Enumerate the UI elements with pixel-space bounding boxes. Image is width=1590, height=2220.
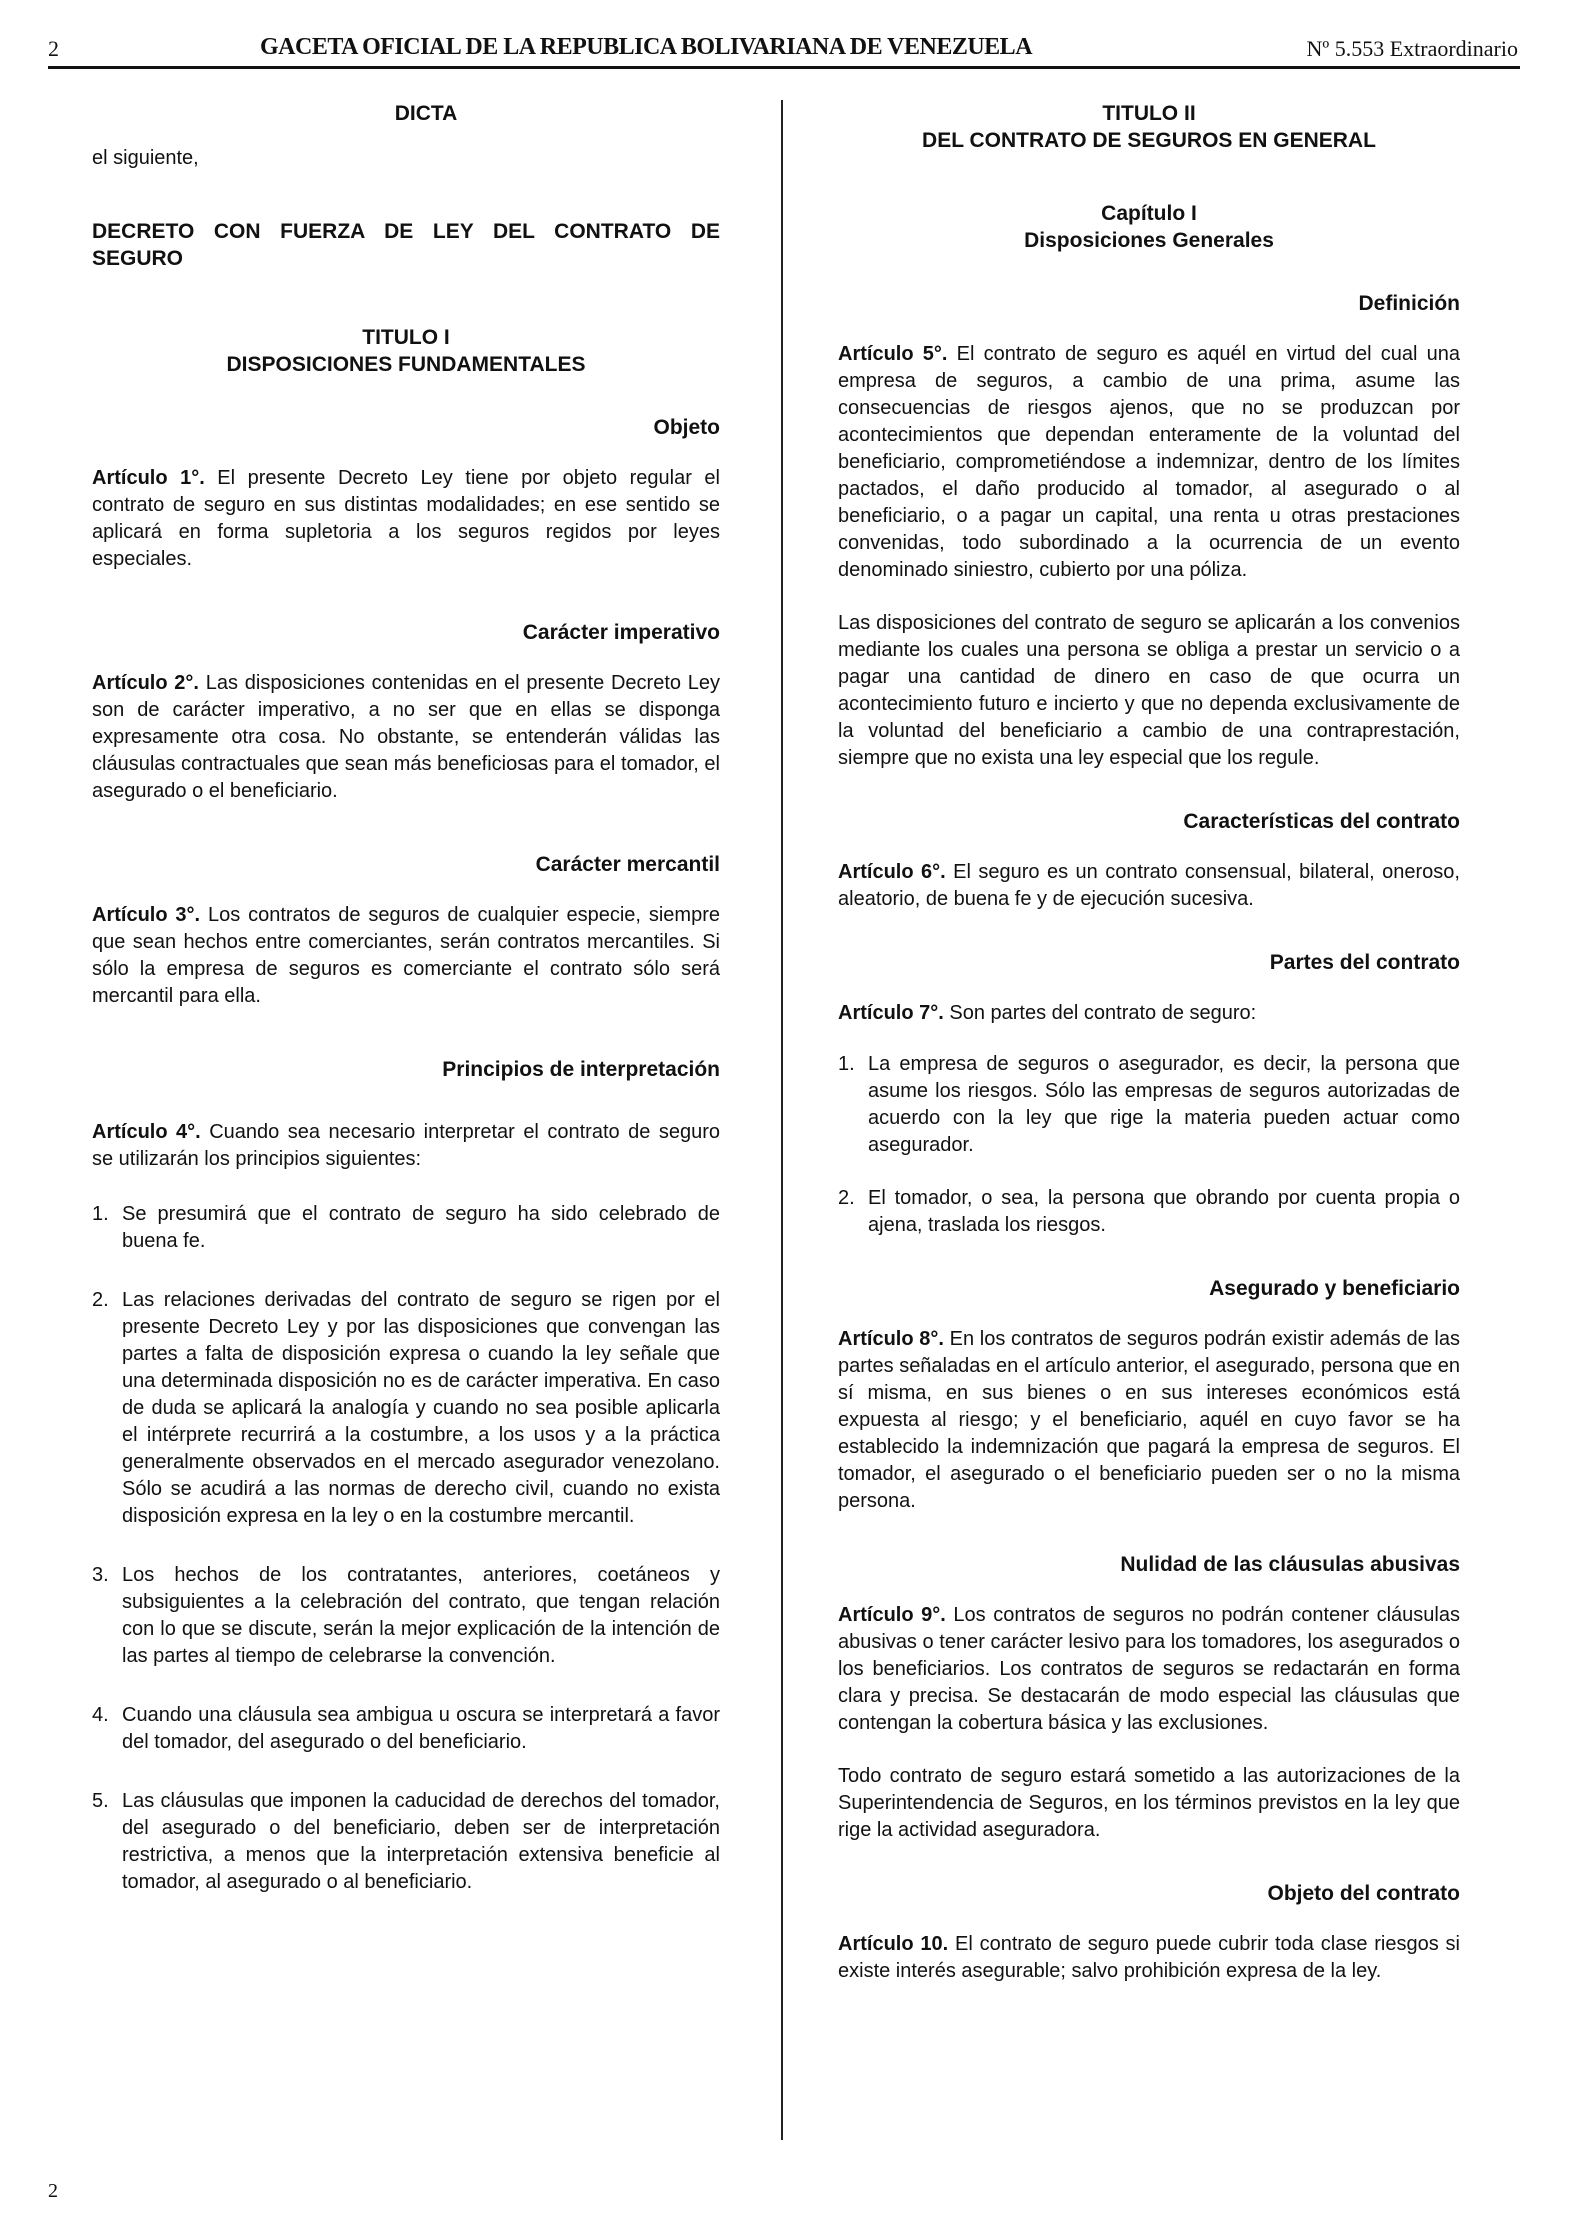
article-6-label: Artículo 6°. <box>838 861 946 883</box>
right-column <box>838 100 1460 1985</box>
heading-nulidad: Nulidad de las cláusulas abusivas <box>1120 1553 1460 1576</box>
list-item-number: 3. <box>92 1564 109 1586</box>
article-8-label: Artículo 8°. <box>838 1328 944 1350</box>
article-10-label: Artículo 10. <box>838 1933 949 1955</box>
article-7 <box>838 1000 1460 1027</box>
list-item <box>838 1185 1460 1239</box>
article-2 <box>92 670 720 805</box>
column-divider <box>781 100 783 2140</box>
page-number: 2 <box>48 36 59 61</box>
capitulo-1: Capítulo I <box>1101 202 1197 225</box>
article-8 <box>838 1326 1460 1515</box>
list-item-number: 2. <box>838 1187 855 1209</box>
footer-page-number: 2 <box>48 2180 58 2202</box>
header-rule <box>48 66 1520 69</box>
article-9-label: Artículo 9°. <box>838 1604 946 1626</box>
titulo-2: TITULO II <box>1102 102 1196 125</box>
heading-partes: Partes del contrato <box>1269 951 1460 974</box>
article-4-text: Cuando sea necesario interpretar el contrato de seguro se utilizarán los principios siguientes: <box>92 1121 720 1170</box>
heading-objeto: Objeto <box>653 416 720 439</box>
list-item <box>92 1287 720 1530</box>
capitulo-1-name: Disposiciones Generales <box>1024 229 1274 252</box>
article-10 <box>838 1931 1460 1985</box>
article-2-label: Artículo 2°. <box>92 672 199 694</box>
issue-number: Nº 5.553 Extraordinario <box>1306 36 1518 61</box>
heading-caracteristicas: Características del contrato <box>1183 810 1460 833</box>
article-5 <box>838 341 1460 584</box>
heading-asegurado: Asegurado y beneficiario <box>1209 1277 1460 1300</box>
list-item-text: La empresa de seguros o asegurador, es decir, la persona que asume los riesgos. Sólo las empresas de seguros autorizadas de acuerdo con la ley que rige la materia pueden actuar como asegurador. <box>868 1053 1460 1156</box>
list-item-text: Las cláusulas que imponen la caducidad de derechos del tomador, del asegurado o del beneficiario, deben ser de interpretación restrictiva, a menos que la interpretación extensiva beneficie al tomador, al asegurado o al beneficiario. <box>122 1790 720 1893</box>
titulo-2-name: DEL CONTRATO DE SEGUROS EN GENERAL <box>922 129 1376 152</box>
list-item <box>92 1201 720 1255</box>
list-item-number: 4. <box>92 1704 109 1726</box>
article-1 <box>92 465 720 573</box>
article-5-text: El contrato de seguro es aquél en virtud del cual una empresa de seguros, a cambio de una prima, asume las consecuencias de riesgos ajenos, que no se produzcan por acontecimientos que dependan enteramente de la voluntad del beneficiario, comprometiéndose a indemnizar, dentro de los límites pactados, el daño producido al tomador, al asegurado o al beneficiario, o a pagar un capital, una renta u otras prestaciones convenidas, todo subordinado a la ocurrencia de un evento denominado siniestro, cubierto por una póliza. <box>838 343 1460 581</box>
heading-principios: Principios de interpretación <box>442 1058 720 1081</box>
article-9 <box>838 1602 1460 1737</box>
list-item <box>838 1051 1460 1159</box>
article-3-label: Artículo 3°. <box>92 904 201 926</box>
article-4-label: Artículo 4°. <box>92 1121 201 1143</box>
article-7-text: Son partes del contrato de seguro: <box>943 1002 1257 1024</box>
article-3 <box>92 902 720 1010</box>
article-3-text: Los contratos de seguros de cualquier especie, siempre que sean hechos entre comerciantes, serán contratos mercantiles. Si sólo la empresa de seguros es comerciante el contrato sólo será mercantil para ella. <box>92 904 720 1007</box>
list-item <box>92 1562 720 1670</box>
article-5-label: Artículo 5°. <box>838 343 948 365</box>
article-1-label: Artículo 1°. <box>92 467 205 489</box>
list-item-number: 1. <box>92 1203 109 1225</box>
decree-title: DECRETO CON FUERZA DE LEY DEL CONTRATO DE SEGURO <box>92 220 720 270</box>
list-item-number: 5. <box>92 1790 109 1812</box>
article-4-list <box>92 1201 720 1896</box>
list-item <box>92 1702 720 1756</box>
heading-imperativo: Carácter imperativo <box>522 621 720 644</box>
dicta-heading: DICTA <box>394 102 458 125</box>
article-2-text: Las disposiciones contenidas en el presente Decreto Ley son de carácter imperativo, a no ser que en ellas se disponga expresamente otra cosa. No obstante, se entenderán válidas las cláusulas contractuales que sean más beneficiosas para el tomador, el asegurado o el beneficiario. <box>92 672 720 802</box>
list-item-text: Los hechos de los contratantes, anteriores, coetáneos y subsiguientes a la celebración del contrato, que tengan relación con lo que se discute, serán la mejor explicación de la intención de las partes al tiempo de celebrarse la convención. <box>122 1564 720 1667</box>
article-7-list <box>838 1051 1460 1239</box>
article-9-text: Los contratos de seguros no podrán contener cláusulas abusivas o tener carácter lesivo para los tomadores, los asegurados o los beneficiarios. Los contratos de seguros se redactarán en forma clara y precisa. Se destacarán de modo especial las cláusulas que contengan la cobertura básica y las exclusiones. <box>838 1604 1460 1734</box>
article-4 <box>92 1119 720 1173</box>
heading-mercantil: Carácter mercantil <box>535 853 720 876</box>
gazette-title: GACETA OFICIAL DE LA REPUBLICA BOLIVARIANA DE VENEZUELA <box>260 34 1033 60</box>
list-item-text: El tomador, o sea, la persona que obrando por cuenta propia o ajena, traslada los riesgos. <box>868 1187 1460 1236</box>
list-item <box>92 1788 720 1896</box>
article-1-text: El presente Decreto Ley tiene por objeto regular el contrato de seguro en sus distintas modalidades; en ese sentido se aplicará en forma supletoria a los seguros regidos por leyes especiales. <box>92 467 720 570</box>
article-6 <box>838 859 1460 913</box>
heading-definicion: Definición <box>1358 292 1460 315</box>
article-7-label: Artículo 7°. <box>838 1002 944 1024</box>
left-column <box>92 100 720 1896</box>
article-9-paragraph-2: Todo contrato de seguro estará sometido a las autorizaciones de la Superintendencia de Seguros, en los términos previstos en la ley que rige la actividad aseguradora. <box>838 1765 1460 1841</box>
article-8-text: En los contratos de seguros podrán existir además de las partes señaladas en el artículo anterior, el asegurado, persona que en sí misma, en sus bienes o en sus intereses económicos está expuesta al riesgo; y el beneficiario, aquél en cuyo favor se ha establecido la indemnización que pagará la empresa de seguros. El tomador, el asegurado o el beneficiario pueden ser o no la misma persona. <box>838 1328 1460 1512</box>
article-6-text: El seguro es un contrato consensual, bilateral, oneroso, aleatorio, de buena fe y de ejecución sucesiva. <box>838 861 1460 910</box>
list-item-number: 1. <box>838 1053 855 1075</box>
list-item-text: Cuando una cláusula sea ambigua u oscura se interpretará a favor del tomador, del asegurado o del beneficiario. <box>122 1704 720 1753</box>
article-5-paragraph-2: Las disposiciones del contrato de seguro se aplicarán a los convenios mediante los cuales una persona se obliga a prestar un servicio o a pagar una cantidad de dinero en caso de que ocurra un acontecimiento futuro e incierto y que no dependa exclusivamente de la voluntad del beneficiario a cambio de una contraprestación, siempre que no exista una ley especial que los regule. <box>838 612 1460 769</box>
titulo-1-name: DISPOSICIONES FUNDAMENTALES <box>226 353 586 376</box>
list-item-text: Las relaciones derivadas del contrato de seguro se rigen por el presente Decreto Ley y por las disposiciones que convengan las partes a falta de disposición expresa o cuando la ley señale que una determinada disposición no es de carácter imperativa. En caso de duda se aplicará la analogía y cuando no sea posible aplicarla el intérprete recurrirá a la costumbre, a los usos y a la práctica generalmente observados en el mercado asegurador venezolano. Sólo se acudirá a las normas de derecho civil, cuando no exista disposición expresa en la ley o en la costumbre mercantil. <box>122 1289 720 1527</box>
page-header <box>48 34 1518 68</box>
list-item-number: 2. <box>92 1289 109 1311</box>
article-10-text: El contrato de seguro puede cubrir toda clase riesgos si existe interés asegurable; salvo prohibición expresa de la ley. <box>838 1933 1460 1982</box>
heading-objeto-contrato: Objeto del contrato <box>1267 1882 1460 1905</box>
list-item-text: Se presumirá que el contrato de seguro ha sido celebrado de buena fe. <box>122 1203 720 1252</box>
titulo-1: TITULO I <box>362 326 450 349</box>
intro-text: el siguiente, <box>92 147 199 169</box>
